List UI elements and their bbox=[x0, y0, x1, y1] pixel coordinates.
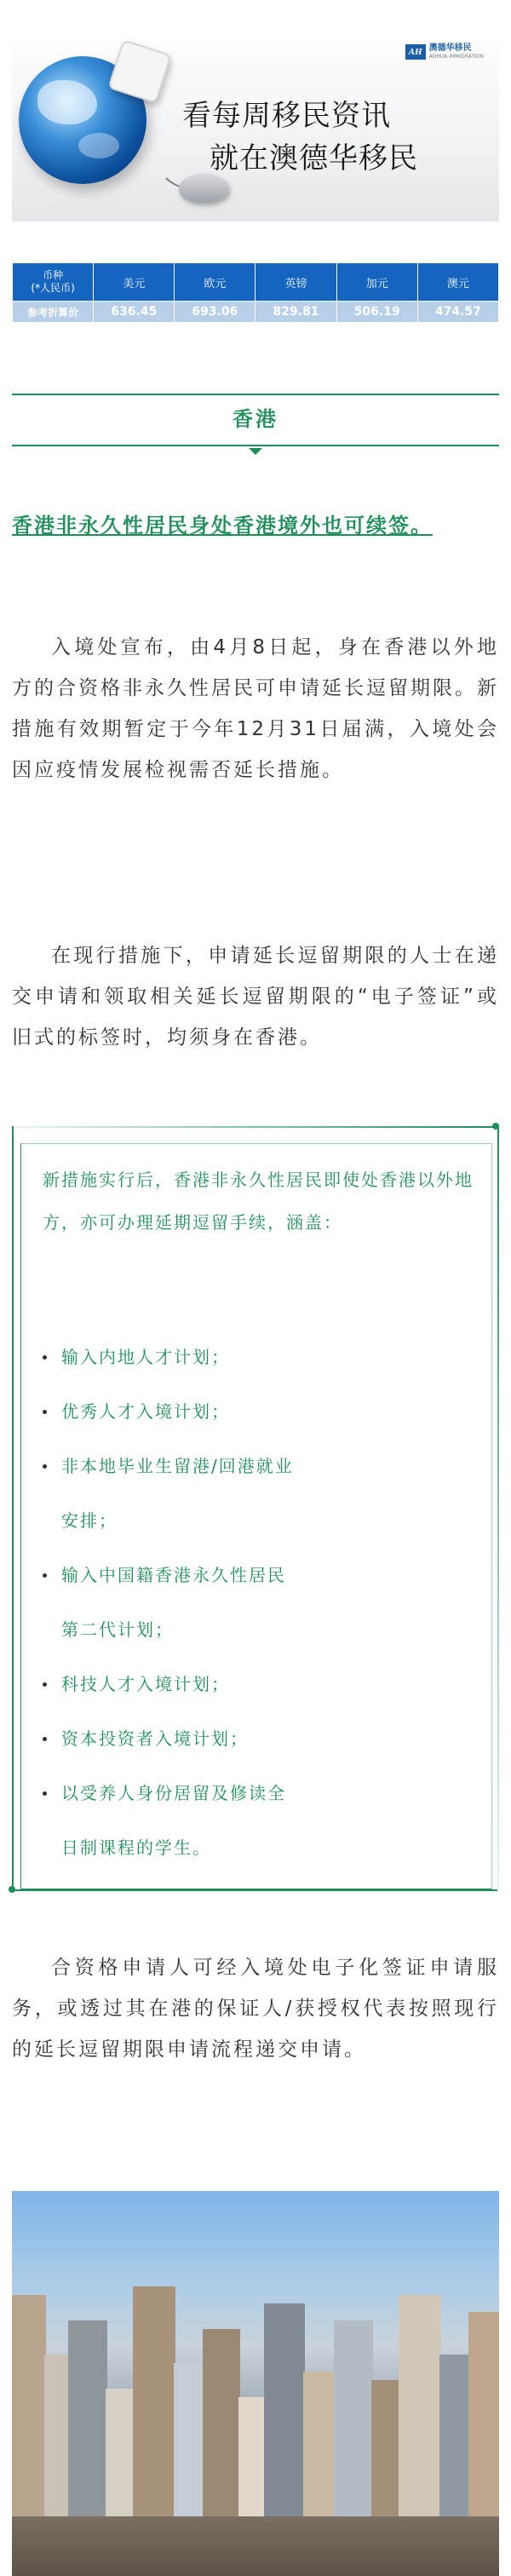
list-item-text-continued: 第二代计划； bbox=[61, 1619, 174, 1640]
list-item bbox=[43, 1671, 485, 1697]
logo-mark: AH bbox=[405, 44, 426, 60]
list-item-text-continued: 安排； bbox=[61, 1510, 118, 1531]
measures-intro-text: 新措施实行后，香港非永久性居民即使处香港以外地方，亦可办理延期逗留手续，涵盖： bbox=[43, 1170, 474, 1233]
logo-text bbox=[429, 44, 484, 60]
list-item bbox=[43, 1726, 485, 1751]
company-logo bbox=[405, 43, 484, 61]
list-item-text: 输入内地人才计划； bbox=[61, 1347, 230, 1367]
section-title: 香港 bbox=[233, 407, 278, 431]
computer-mouse-image bbox=[179, 174, 228, 203]
article-headline-link[interactable]: 香港非永久性居民身处香港境外也可续签。 bbox=[12, 514, 433, 538]
currency-header-aud: 澳元 bbox=[417, 263, 498, 302]
list-item bbox=[43, 1399, 485, 1424]
section-top-rule bbox=[12, 394, 499, 395]
rate-value-gbp: 829.81 bbox=[256, 302, 336, 323]
body-paragraph-2: 在现行措施下，申请延长逗留期限的人士在递交申请和领取相关延长逗留期限的“电子签证”或旧式的标签时，均须身在香港。 bbox=[12, 945, 499, 1049]
list-item bbox=[43, 1562, 485, 1642]
section-bottom-rule bbox=[12, 445, 499, 446]
currency-header-label: 币种 bbox=[43, 269, 64, 281]
list-item-text-continued: 日制课程的学生。 bbox=[61, 1837, 211, 1858]
list-item-text: 科技人才入境计划； bbox=[61, 1674, 230, 1694]
currency-header-usd: 美元 bbox=[94, 263, 175, 302]
currency-corner-header bbox=[13, 263, 94, 302]
box-corner-dot-top-right bbox=[492, 1123, 499, 1130]
list-item-text: 优秀人才入境计划； bbox=[61, 1401, 230, 1422]
currency-unit-label: (*人民币) bbox=[31, 282, 75, 294]
rate-value-cad: 506.19 bbox=[336, 302, 417, 323]
list-item bbox=[43, 1780, 485, 1860]
rate-value-aud: 474.57 bbox=[417, 302, 498, 323]
rate-value-eur: 693.06 bbox=[175, 302, 256, 323]
header-banner bbox=[12, 31, 499, 221]
body-paragraph-3: 合资格申请人可经入境处电子化签证申请服务，或透过其在港的保证人/获授权代表按照现行的延长逗留期限申请流程递交申请。 bbox=[12, 1957, 499, 2061]
rate-table-value-row bbox=[13, 302, 499, 323]
section-arrow-icon bbox=[249, 448, 262, 455]
logo-subtitle: AOHUA IMMIGRATION bbox=[428, 54, 484, 60]
logo-name: 澳德华移民 bbox=[428, 43, 472, 53]
list-item-text: 以受养人身份居留及修读全 bbox=[61, 1783, 286, 1803]
measures-list bbox=[43, 1344, 485, 1889]
rate-row-label: 参考折算价 bbox=[13, 302, 94, 323]
list-item bbox=[43, 1344, 485, 1370]
currency-header-gbp: 英镑 bbox=[256, 263, 336, 302]
hong-kong-city-photo bbox=[12, 2191, 499, 2576]
box-corner-dot-bottom-left bbox=[9, 1886, 15, 1893]
banner-slogan-line-2: 就在澳德华移民 bbox=[210, 141, 418, 175]
list-item-text: 输入中国籍香港永久性居民 bbox=[61, 1565, 286, 1585]
currency-header-cad: 加元 bbox=[336, 263, 417, 302]
currency-header-eur: 欧元 bbox=[175, 263, 256, 302]
body-paragraph-1: 入境处宣布，由4月8日起，身在香港以外地方的合资格非永久性居民可申请延长逗留期限。新措施有效期暂定于今年12月31日届满，入境处会因应疫情发展检视需否延长措施。 bbox=[12, 636, 499, 781]
rate-table-header-row bbox=[13, 263, 499, 302]
street-level-image bbox=[12, 2516, 499, 2576]
rate-value-usd: 636.45 bbox=[94, 302, 175, 323]
exchange-rate-table bbox=[12, 262, 499, 323]
list-item bbox=[43, 1453, 485, 1533]
list-item-text: 非本地毕业生留港/回港就业 bbox=[61, 1456, 294, 1476]
list-item-text: 资本投资者入境计划； bbox=[61, 1728, 249, 1749]
banner-slogan-line-1: 看每周移民资讯 bbox=[182, 99, 391, 133]
